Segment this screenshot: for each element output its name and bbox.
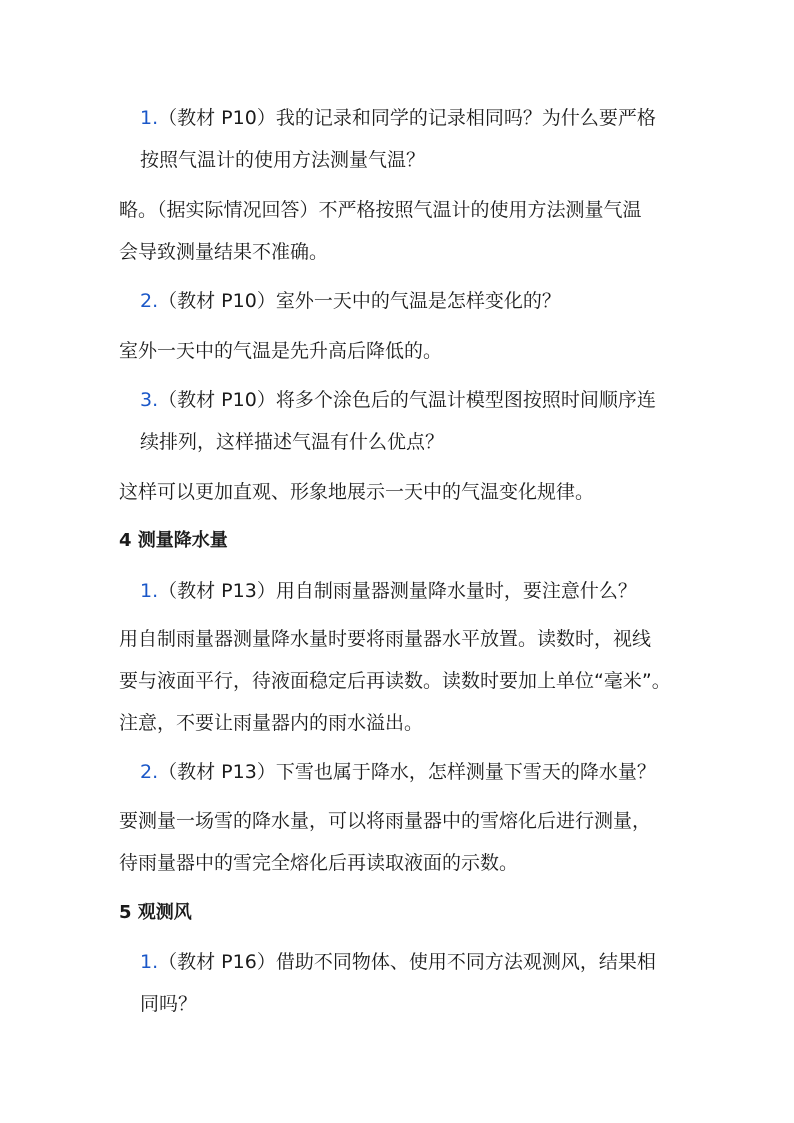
answer-line: 会导致测量结果不准确。 (119, 241, 329, 263)
question-text: （教材 P10）室外一天中的气温是怎样变化的？ (158, 290, 561, 312)
answer-line: 要测量一场雪的降水量，可以将雨量器中的雪熔化后进行测量， (119, 810, 652, 832)
answer-line: 要与液面平行，待液面稳定后再读数。读数时要加上单位“毫米”。 (119, 670, 671, 692)
question-line-continued: 同吗？ (140, 993, 198, 1015)
answer-line: 用自制雨量器测量降水量时要将雨量器水平放置。读数时，视线 (119, 628, 652, 650)
question-line (140, 576, 637, 603)
question-number: 1. (140, 951, 159, 973)
question-number: 2. (140, 290, 159, 312)
question-number: 3. (140, 389, 159, 411)
question-text: （教材 P13）用自制雨量器测量降水量时，要注意什么？ (158, 580, 637, 602)
question-line (140, 286, 561, 313)
answer-line: 室外一天中的气温是先升高后降低的。 (119, 340, 443, 362)
question-line (140, 103, 656, 130)
question-text: （教材 P16）借助不同物体、使用不同方法观测风，结果相 (158, 951, 656, 973)
question-line (140, 385, 656, 412)
question-line-continued: 按照气温计的使用方法测量气温？ (140, 149, 426, 171)
question-text: （教材 P13）下雪也属于降水，怎样测量下雪天的降水量？ (158, 761, 656, 783)
question-line (140, 757, 656, 784)
answer-line: 待雨量器中的雪完全熔化后再读取液面的示数。 (119, 852, 519, 874)
answer-line: 略。（据实际情况回答）不严格按照气温计的使用方法测量气温 (119, 199, 642, 221)
answer-line: 注意，不要让雨量器内的雨水溢出。 (119, 712, 424, 734)
question-number: 2. (140, 761, 159, 783)
section-heading: 4 测量降水量 (119, 530, 228, 551)
question-text: （教材 P10）将多个涂色后的气温计模型图按照时间顺序连 (158, 389, 656, 411)
question-number: 1. (140, 580, 159, 602)
question-number: 1. (140, 107, 159, 129)
section-heading: 5 观测风 (119, 902, 192, 923)
answer-line: 这样可以更加直观、形象地展示一天中的气温变化规律。 (119, 481, 595, 503)
question-text: （教材 P10）我的记录和同学的记录相同吗？为什么要严格 (158, 107, 656, 129)
question-line-continued: 续排列，这样描述气温有什么优点？ (140, 431, 445, 453)
question-line (140, 947, 656, 974)
